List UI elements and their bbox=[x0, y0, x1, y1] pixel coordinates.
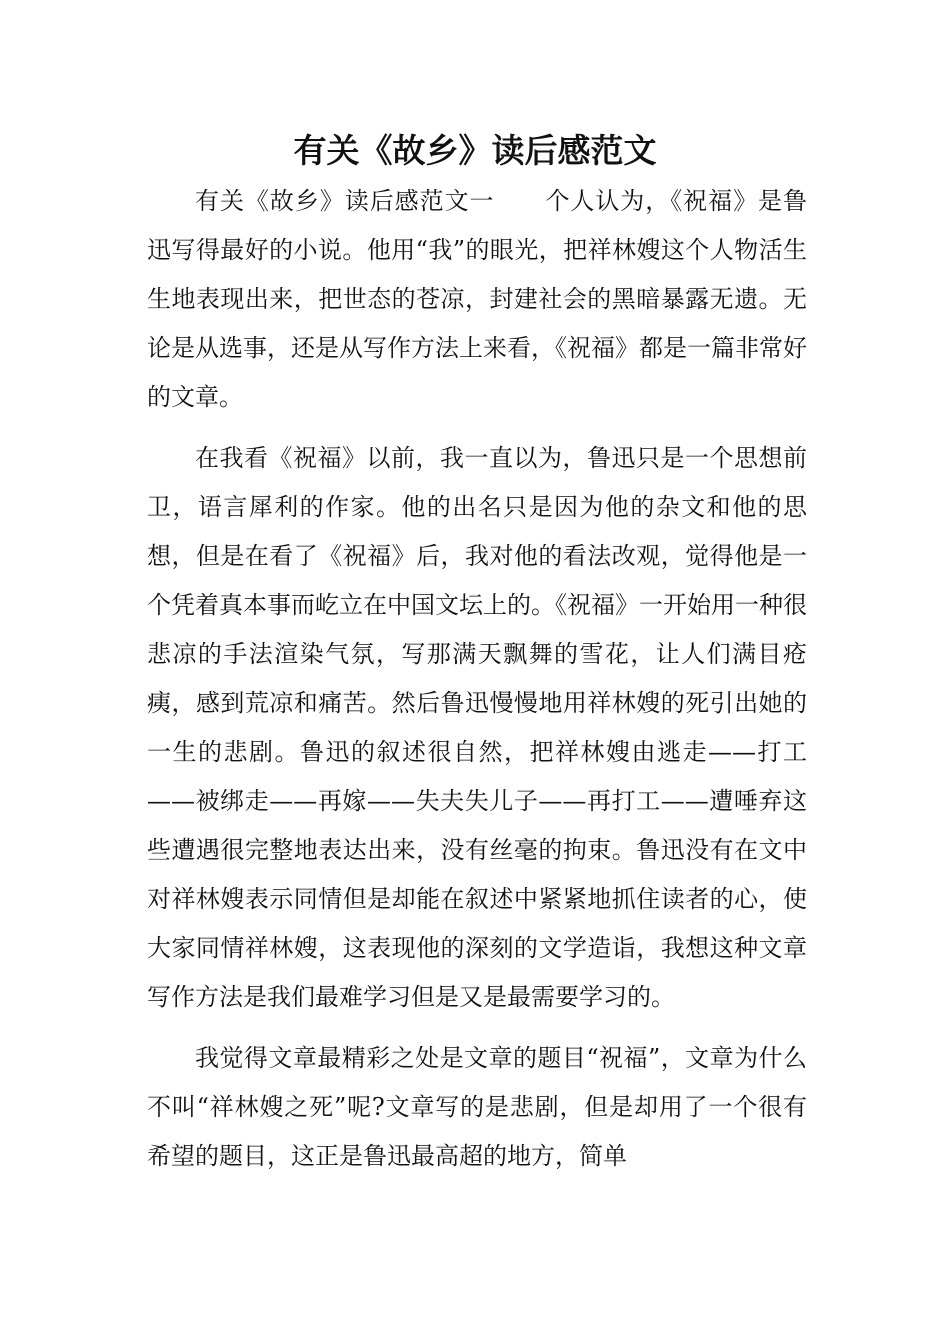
paragraph-2: 在我看《祝福》以前，我一直以为，鲁迅只是一个思想前卫，语言犀利的作家。他的出名只是因为他的杂文和他的思想，但是在看了《祝福》后，我对他的看法改观，觉得他是一个凭着真本事而屹立在中国文坛上的。《祝福》一开始用一种很悲凉的手法渲染气氛，写那满天飘舞的雪花，让人们满目疮痍，感到荒凉和痛苦。然后鲁迅慢慢地用祥林嫂的死引出她的一生的悲剧。鲁迅的叙述很自然，把祥林嫂由逃走——打工——被绑走——再嫁——失夫失儿子——再打工——遭唾弃这些遭遇很完整地表达出来，没有丝毫的拘束。鲁迅没有在文中对祥林嫂表示同情但是却能在叙述中紧紧地抓住读者的心，使大家同情祥林嫂，这表现他的深刻的文学造诣，我想这种文章写作方法是我们最难学习但是又是最需要学习的。 bbox=[147, 444, 807, 1011]
paragraph-text: 个人认为，《祝福》是鲁迅写得最好的小说。他用“我”的眼光，把祥林嫂这个人物活生生地表现出来，把世态的苍凉，封建社会的黑暗暴露无遗。无论是从选事，还是从写作方法上来看，《祝福》都是一篇非常好的文章。 bbox=[147, 187, 808, 411]
paragraph-3: 我觉得文章最精彩之处是文章的题目“祝福”，文章为什么不叫“祥林嫂之死”呢?文章写的是悲剧，但是却用了一个很有希望的题目，这正是鲁迅最高超的地方，简单 bbox=[147, 1044, 807, 1170]
paragraph-1 bbox=[147, 177, 807, 422]
section-heading: 有关《故乡》读后感范文一 bbox=[195, 187, 495, 215]
document-title: 有关《故乡》读后感范文 bbox=[293, 131, 657, 170]
document-body bbox=[147, 177, 807, 1193]
